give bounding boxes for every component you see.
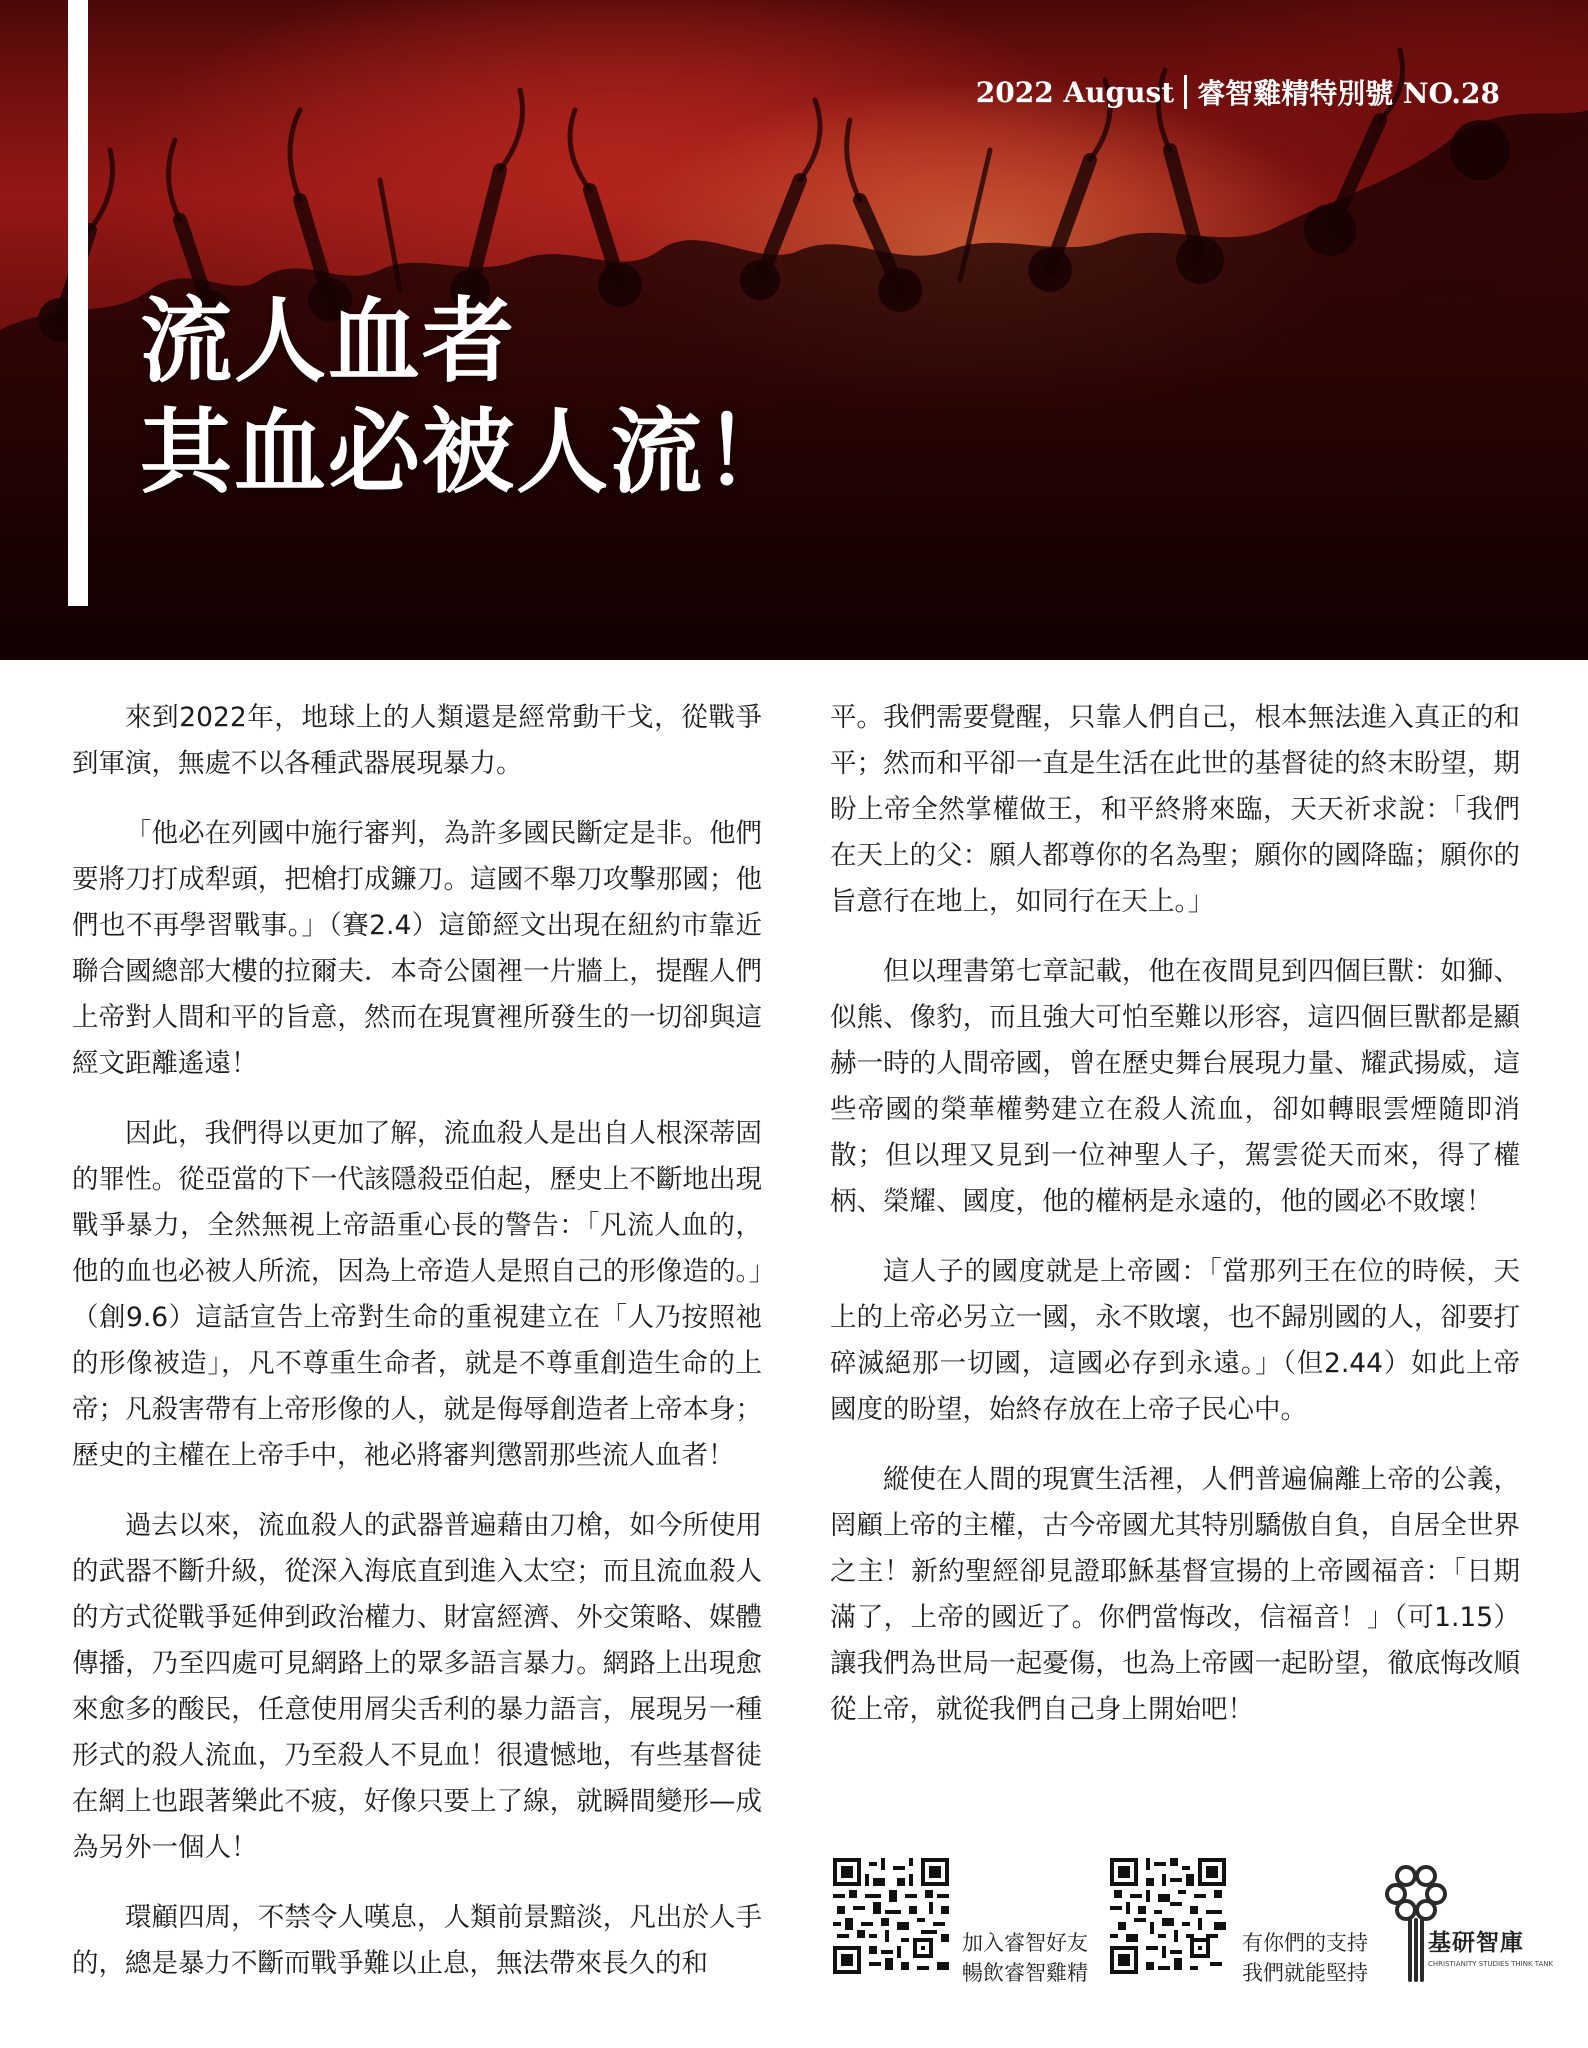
paragraph: 環顧四周，不禁令人嘆息，人類前景黯淡，凡出於人手的，總是暴力不斷而戰爭難以止息，無法帶來長久的和 — [72, 1902, 762, 1979]
issue-date: 2022 August — [975, 75, 1175, 109]
paragraph: 因此，我們得以更加了解，流血殺人是出自人根深蒂固的罪性。從亞當的下一代該隱殺亞伯起，歷史上不斷地出現戰爭暴力，全然無視上帝語重心長的警告：「凡流人血的，他的血也必被人所流，因為上帝造人是照自己的形像造的。」（創9.6）這話宣告上帝對生命的重視建立在「人乃按照祂的形像被造」，凡不尊重生命者，就是不尊重創造生命的上帝；凡殺害帶有上帝形像的人，就是侮辱創造者上帝本身；歷史的主權在上帝手中，祂必將審判懲罰那些流人血者！ — [72, 1118, 762, 1471]
issue-separator — [1184, 75, 1187, 109]
article-column-right — [830, 695, 1520, 1757]
title-line-2: 其血必被人流！ — [140, 398, 799, 507]
qr-label-line: 有你們的支持 — [1242, 1931, 1368, 1955]
paragraph: 「他必在列國中施行審判，為許多國民斷定是非。他們要將刀打成犁頭，把槍打成鐮刀。這國不舉刀攻擊那國；他們也不再學習戰事。」（賽2.4）這節經文出現在紐約市靠近聯合國總部大樓的拉爾夫．本奇公園裡一片牆上，提醒人們上帝對人間和平的旨意，然而在現實裡所發生的一切卻與這經文距離遙遠！ — [72, 818, 762, 1079]
paragraph: 來到2022年，地球上的人類還是經常動干戈，從戰爭到軍演，無處不以各種武器展現暴力。 — [72, 702, 762, 779]
logo-subtext: CHRISTIANITY STUDIES THINK TANK — [1428, 1960, 1554, 1968]
qr-label-line: 暢飲睿智雞精 — [962, 1961, 1088, 1985]
logo-text: 基研智庫 — [1428, 1930, 1524, 1956]
qr-label-join — [962, 1928, 1088, 1988]
paragraph: 過去以來，流血殺人的武器普遍藉由刀槍，如今所使用的武器不斷升級，從深入海底直到進入太空；而且流血殺人的方式從戰爭延伸到政治權力、財富經濟、外交策略、媒體傳播，乃至四處可見網路上的眾多語言暴力。網路上出現愈來愈多的酸民，任意使用屑尖舌利的暴力語言，展現另一種形式的殺人流血，乃至殺人不見血！很遺憾地，有些基督徒在網上也跟著樂此不疲，好像只要上了線，就瞬間變形—成為另外一個人！ — [72, 1510, 762, 1863]
qr-code-icon[interactable] — [1110, 1858, 1226, 1974]
paragraph-continued: 平。我們需要覺醒，只靠人們自己，根本無法進入真正的和平；然而和平卻一直是生活在此世的基督徒的終末盼望，期盼上帝全然掌權做王，和平終將來臨，天天祈求說：「我們在天上的父：願人都尊你的名為聖；願你的國降臨；願你的旨意行在地上，如同行在天上。」 — [830, 702, 1520, 917]
paragraph: 但以理書第七章記載，他在夜間見到四個巨獸：如獅、似熊、像豹，而且強大可怕至難以形容，這四個巨獸都是顯赫一時的人間帝國，曾在歷史舞台展現力量、耀武揚威，這些帝國的榮華權勢建立在殺人流血，卻如轉眼雲煙隨即消散；但以理又見到一位神聖人子，駕雲從天而來，得了權柄、榮耀、國度，他的權柄是永遠的，他的國必不敗壞！ — [830, 956, 1520, 1217]
issue-line — [976, 72, 1500, 112]
hero-accent-bar — [68, 0, 88, 606]
qr-label-line: 我們就能堅持 — [1242, 1961, 1368, 1985]
qr-code-icon[interactable] — [833, 1858, 949, 1974]
title-line-1: 流人血者 — [140, 287, 517, 395]
issue-name: 睿智雞精特別號 NO.28 — [1197, 77, 1500, 110]
paragraph: 縱使在人間的現實生活裡，人們普遍偏離上帝的公義，罔顧上帝的主權，古今帝國尤其特別驕傲自負，自居全世界之主！新約聖經卻見證耶穌基督宣揚的上帝國福音：「日期滿了，上帝的國近了。你們當悔改，信福音！」（可1.15）讓我們為世局一起憂傷，也為上帝國一起盼望，徹底悔改順從上帝，就從我們自己身上開始吧！ — [830, 1464, 1520, 1725]
article-column-left — [72, 695, 762, 2011]
page-title — [140, 287, 799, 507]
qr-label-line: 加入睿智好友 — [962, 1931, 1088, 1955]
hero-banner — [0, 0, 1588, 660]
paragraph: 這人子的國度就是上帝國：「當那列王在位的時候，天上的上帝必另立一國，永不敗壞，也不歸別國的人，卻要打碎滅絕那一切國，這國必存到永遠。」（但2.44）如此上帝國度的盼望，始終存放在上帝子民心中。 — [830, 1256, 1520, 1425]
qr-label-support — [1242, 1928, 1368, 1988]
